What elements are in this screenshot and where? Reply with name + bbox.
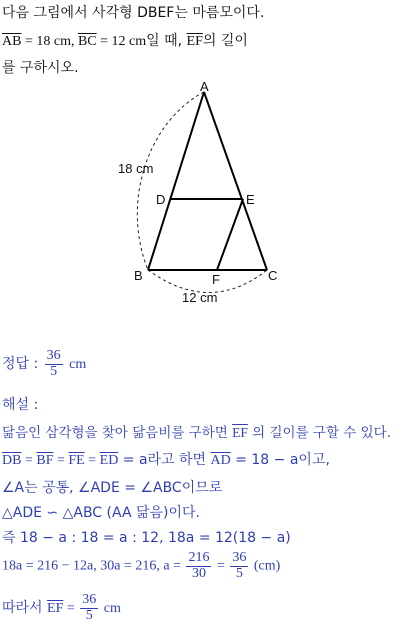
problem-line-3: 를 구하시오. [2, 60, 79, 76]
solution-fraction-2-num: 36 [232, 550, 247, 565]
label-e: E [246, 192, 255, 207]
solution-segment-ef: $\overline{EF}$ [232, 425, 248, 440]
solution-line-1 [2, 421, 391, 441]
solution-line-5: 즉 18 − a : 18 = a : 12, 18a = 12(18 − a) [2, 530, 291, 546]
label-b: B [134, 268, 143, 283]
solution-segment-fe: $\overline{FE}$ [68, 453, 85, 468]
problem-line-1: 다음 그림에서 사각형 DBEF는 마름모이다. [2, 5, 265, 21]
answer-fraction [45, 349, 63, 379]
solution-line-3: ∠A는 공통, ∠ADE = ∠ABC이므로 [2, 480, 223, 496]
solution-line-2: $\overline{DB} = \overline{BF} = \overline{FE} = \overline{ED} = a$라고 하면 $\overline{AD} = 18 - a$이고, [2, 452, 330, 468]
label-c: C [268, 268, 278, 283]
answer-numerator: 36 [46, 348, 61, 363]
side-ab [148, 92, 204, 270]
solution-7a: 따라서 [2, 600, 48, 617]
line2-end: 의 길이 [202, 33, 248, 49]
bc-value: = 12 cm [96, 34, 147, 49]
solution-2-mid: = a라고 하면 [118, 452, 211, 468]
triangle-figure [110, 80, 290, 310]
solution-segment-ed: $\overline{ED}$ [99, 453, 119, 468]
solution-final-fraction [80, 593, 98, 623]
solution-segment-bf: $\overline{BF}$ [36, 453, 54, 468]
segment-bc: $\overline{BC}$ [77, 34, 97, 49]
solution-title: 해설 : [2, 397, 39, 413]
solution-final-num: 36 [82, 592, 97, 607]
solution-fraction-1-den: 30 [191, 565, 206, 581]
solution-segment-db: $\overline{DB}$ [2, 453, 22, 468]
solution-fraction-1-num: 216 [188, 550, 210, 565]
solution-final-ef: $\overline{EF}$ [47, 601, 64, 617]
solution-6-unit: (cm) [250, 558, 281, 574]
solution-1a: 닮음인 삼각형을 찾아 닮음비를 구하면 [2, 425, 233, 441]
solution-fraction-2 [230, 551, 248, 581]
answer-line [2, 349, 86, 379]
dimension-arc-ab [137, 92, 204, 270]
solution-6-eq: = [213, 558, 229, 574]
answer-denominator: 5 [50, 363, 58, 379]
solution-6a: 18a = 216 − 12a, 30a = 216, a = [2, 558, 185, 574]
solution-7-eq: = [63, 601, 79, 617]
label-f: F [212, 272, 220, 287]
ab-value: = 18 cm, [21, 34, 78, 49]
solution-final-unit: cm [100, 601, 121, 617]
label-a: A [200, 80, 209, 94]
solution-segment-ad: $\overline{AD}$ [210, 453, 231, 468]
solution-2-end: = 18 − a이고, [230, 452, 330, 468]
solution-line-4: △ADE ∽ △ABC (AA 닮음)이다. [2, 505, 200, 521]
side-ac [204, 92, 267, 270]
solution-1b: 의 길이를 구할 수 있다. [247, 425, 392, 441]
problem-line-2 [2, 30, 248, 50]
solution-fraction-1 [186, 551, 211, 581]
line2-tail: 일 때, [146, 33, 187, 49]
segment-ef: $\overline{EF}$ [186, 34, 203, 49]
solution-final-den: 5 [85, 607, 93, 623]
segment-ef-line [217, 199, 243, 270]
dimension-bc-label: 12 cm [182, 290, 218, 305]
answer-label: 정답 : [2, 356, 39, 373]
solution-line-7 [2, 593, 121, 623]
label-d: D [156, 192, 166, 207]
dimension-ab-label: 18 cm [118, 161, 154, 176]
solution-fraction-2-den: 5 [235, 565, 243, 581]
segment-ab: $\overline{AB}$ [2, 34, 22, 49]
answer-unit: cm [69, 357, 87, 373]
solution-line-6 [2, 551, 280, 581]
